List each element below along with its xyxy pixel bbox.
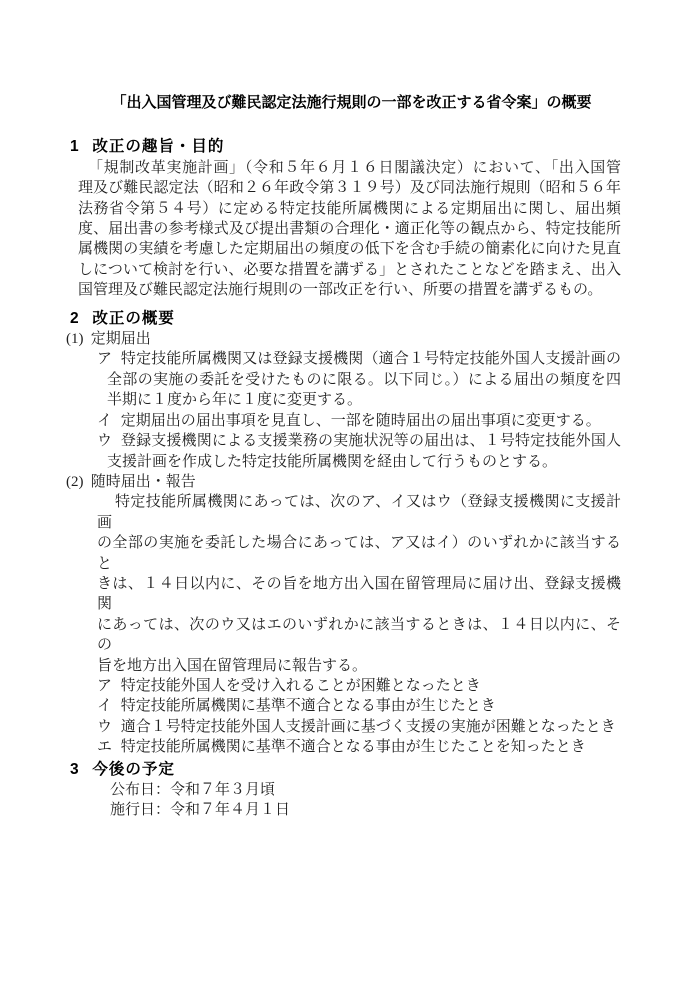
list-item-u-label: ウ: [97, 433, 113, 450]
condition-item-label: エ: [97, 739, 113, 756]
condition-item-text: 適合１号特定技能外国人支援計画に基づく支援の実施が困難となったとき: [120, 718, 616, 735]
list-item-a-label: ア: [97, 351, 113, 368]
section-1-para-line: 度、届出書の参考様式及び提出書類の合理化・適正化等の観点から、特定技能所: [78, 221, 621, 238]
section-3-heading: [66, 760, 621, 780]
list-item-i-label: イ: [97, 412, 113, 429]
condition-item-text: 特定技能所属機関に基準不適合となる事由が生じたとき: [120, 698, 496, 715]
section-1-para-line: 法務省令第５４号）に定める特定技能所属機関による定期届出に関し、届出頻: [78, 200, 621, 217]
list-item-a-cont: 全部の実施の委託を受けたものに限る。以下同じ。）による届出の頻度を四: [107, 371, 621, 388]
document-content: [66, 0, 621, 821]
subsection-2-label: (2): [66, 473, 84, 490]
subsection-1-label: (1): [66, 331, 84, 348]
section-1-para-line: 「規制改革実施計画」（令和５年６月１６日閣議決定）において、「出入国管: [88, 159, 621, 176]
list-item-a-text: 特定技能所属機関又は登録支援機関（適合１号特定技能外国人支援計画の: [120, 351, 622, 368]
subsection-2-heading: [66, 472, 621, 492]
condition-item-text: 特定技能外国人を受け入れることが困難となったとき: [120, 677, 481, 694]
subsection-2-para-line: にあっては、次のウ又はエのいずれかに該当するときは、１４日以内に、その: [97, 616, 621, 654]
subsection-2-para-line: 特定技能所属機関にあっては、次のア、イ又はウ（登録支援機関に支援計画: [97, 494, 621, 531]
list-item-i: [97, 411, 621, 431]
subsection-1-title: 定期届出: [90, 331, 151, 348]
subsection-2-para-line: 旨を地方出入国在留管理局に報告する。: [97, 657, 368, 674]
condition-item: [97, 737, 621, 757]
section-2-number: 2: [70, 309, 79, 327]
subsection-1-heading: [66, 329, 621, 349]
condition-item-label: イ: [97, 698, 113, 715]
section-1-para-line: しについて検討を行い、必要な措置を講ずる」とされたことなどを踏まえ、出入: [78, 261, 621, 278]
promulgation-date-line: 公布日：令和７年３月頃: [110, 782, 276, 798]
section-2-title: 改正の概要: [92, 309, 175, 327]
list-item-a: [97, 349, 621, 369]
condition-item: [97, 717, 621, 737]
condition-item-label: ウ: [97, 718, 113, 735]
section-1-heading: [66, 137, 621, 157]
list-item-u: [97, 431, 621, 451]
section-1-para-line: 理及び難民認定法（昭和２６年政令第３１９号）及び同法施行規則（昭和５６年: [78, 180, 621, 197]
list-item-u-cont: 支援計画を作成した特定技能所属機関を経由して行うものとする。: [107, 453, 558, 470]
section-1-number: 1: [70, 138, 79, 156]
section-2-heading: [66, 309, 621, 329]
section-1-para-line: 国管理及び難民認定法施行規則の一部改正を行い、所要の措置を講ずるもの。: [78, 282, 603, 299]
subsection-2-para-line: の全部の実施を委託した場合にあっては、ア又はイ）のいずれかに該当すると: [97, 535, 621, 572]
list-item-u-text: 登録支援機関による支援業務の実施状況等の届出は、１号特定技能外国人: [120, 433, 622, 450]
condition-item: [97, 696, 621, 716]
doc-title: 「出入国管理及び難民認定法施行規則の一部を改正する省令案」の概要: [111, 94, 592, 111]
condition-item-text: 特定技能所属機関に基準不適合となる事由が生じたことを知ったとき: [120, 739, 586, 756]
list-item-i-text: 定期届出の届出事項を見直し、一部を随時届出の届出事項に変更する。: [120, 412, 601, 429]
subsection-2-para-line: きは、１４日以内に、その旨を地方出入国在留管理局に届け出、登録支援機関: [97, 575, 621, 613]
condition-item-label: ア: [97, 677, 113, 694]
section-1-title: 改正の趣旨・目的: [92, 138, 225, 156]
subsection-2-title: 随時届出・報告: [90, 473, 196, 490]
enforcement-date-line: 施行日：令和７年４月１日: [110, 802, 291, 819]
section-3-number: 3: [70, 760, 79, 778]
section-3-title: 今後の予定: [92, 760, 175, 778]
list-item-a-cont: 半期に１度から年に１度に変更する。: [107, 392, 363, 409]
section-1-para-line: 属機関の実績を考慮した定期届出の頻度の低下を含む手続の簡素化に向けた見直: [78, 241, 621, 258]
condition-item: [97, 676, 621, 696]
